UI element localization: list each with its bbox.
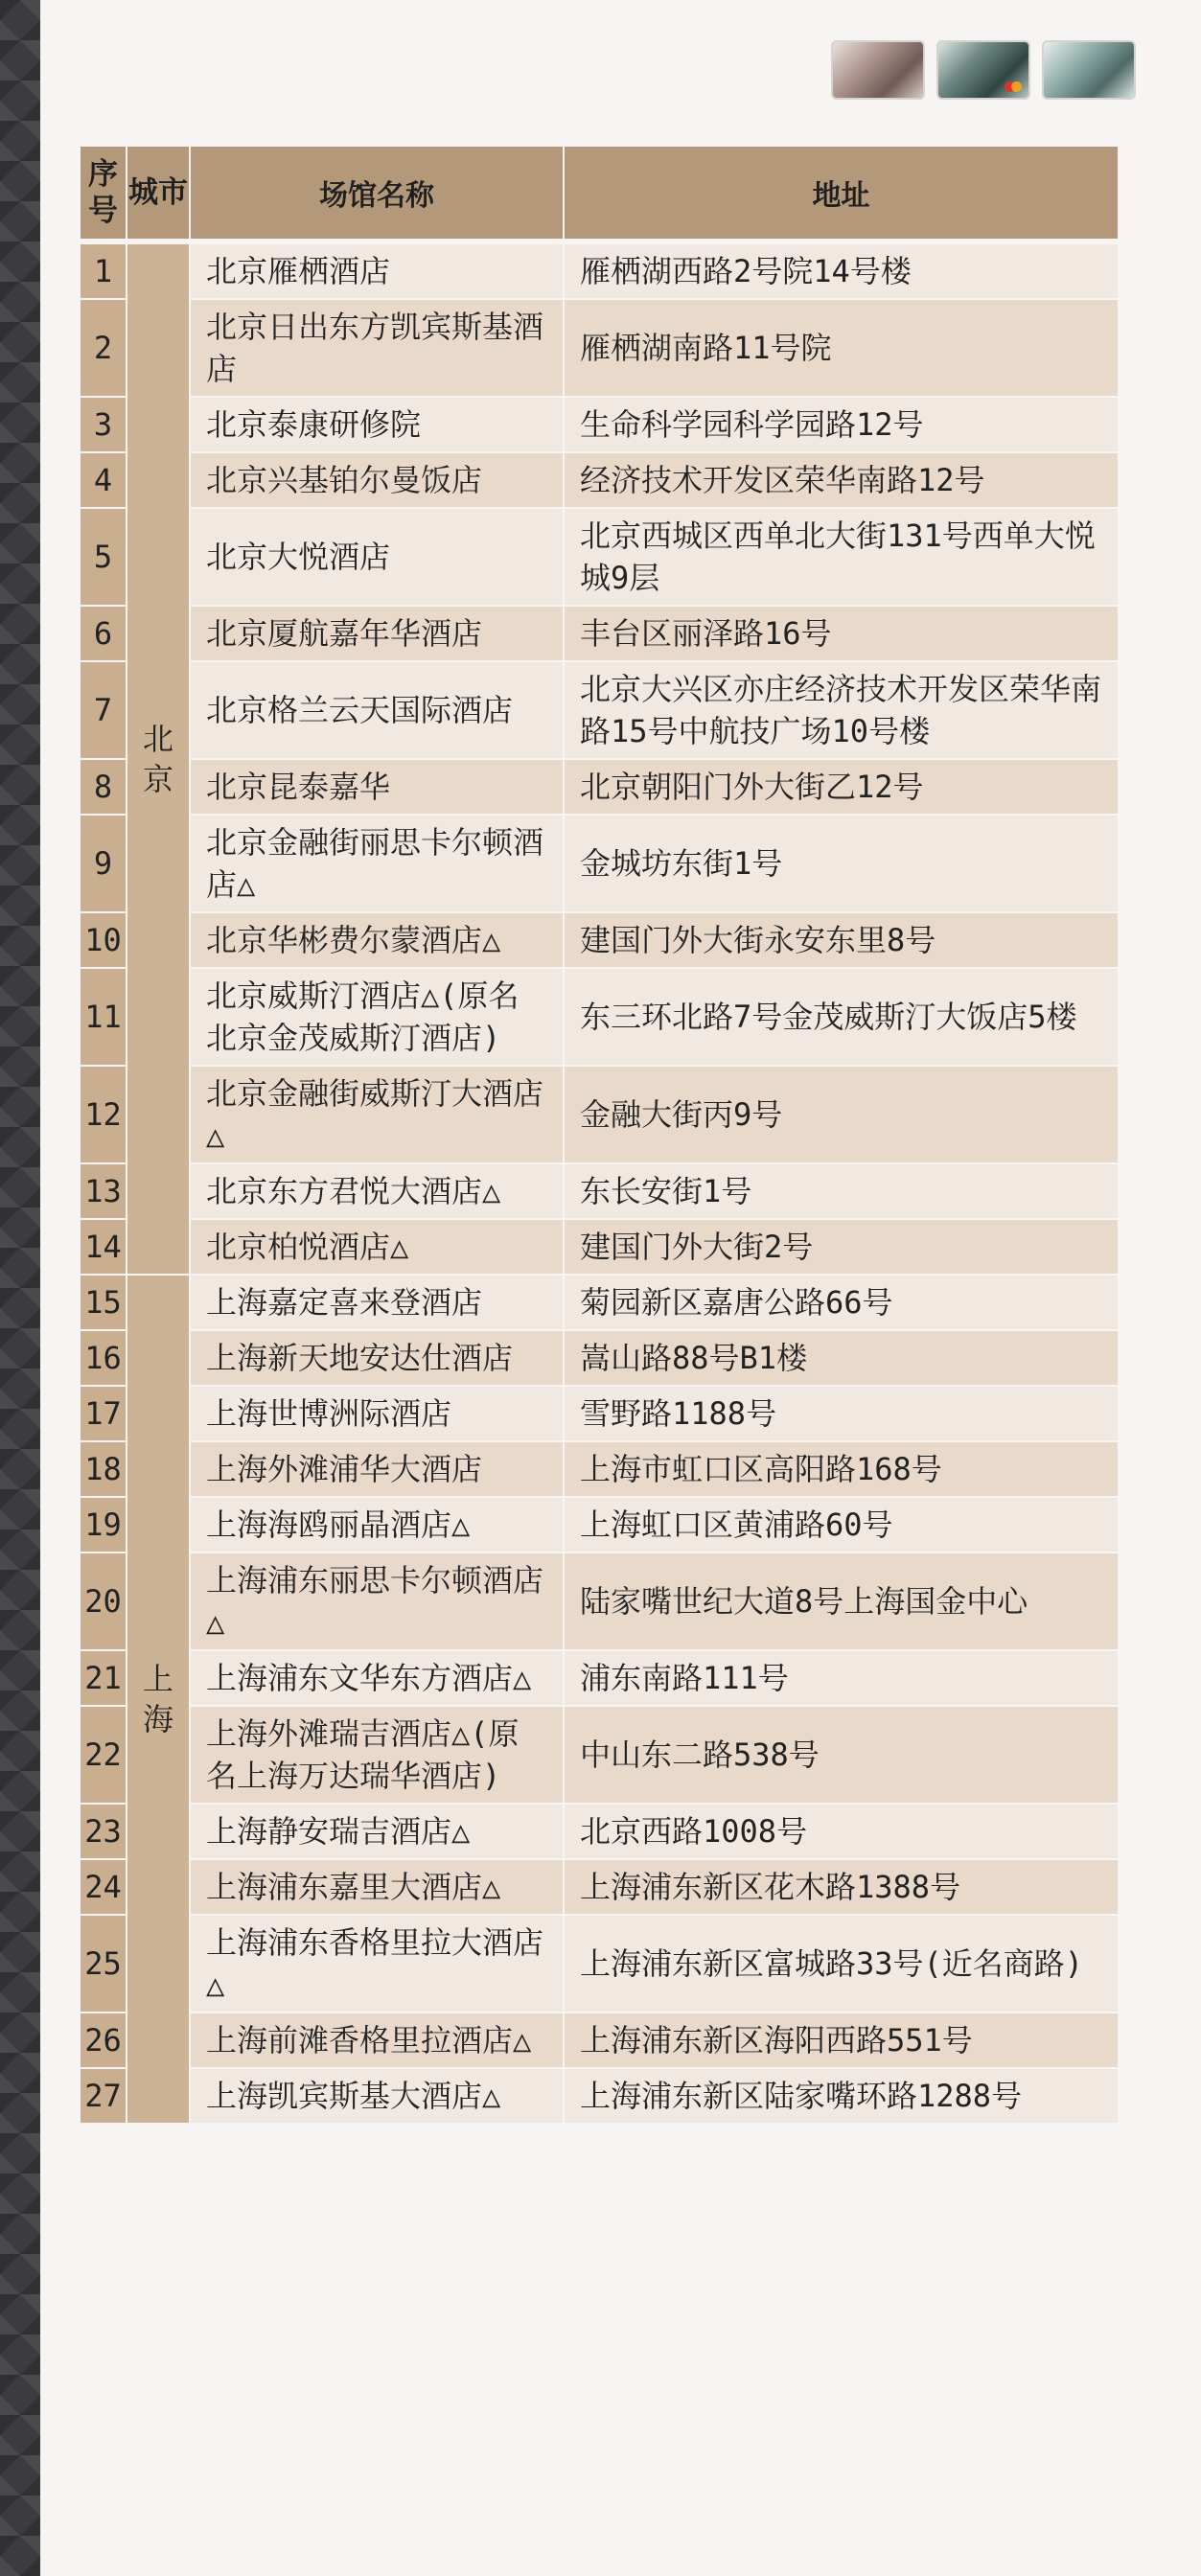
table-row	[81, 661, 1119, 759]
row-number: 7	[81, 661, 127, 759]
row-number: 5	[81, 508, 127, 606]
venue-name: 北京东方君悦大酒店△	[190, 1163, 564, 1219]
venue-address: 建国门外大街永安东里8号	[564, 912, 1119, 968]
venue-name: 北京昆泰嘉华	[190, 759, 564, 815]
row-number: 24	[81, 1859, 127, 1915]
venue-address: 雪野路1188号	[564, 1386, 1119, 1441]
venue-address: 建国门外大街2号	[564, 1219, 1119, 1275]
header-no: 序号	[81, 147, 127, 242]
venue-name: 北京格兰云天国际酒店	[190, 661, 564, 759]
table-row	[81, 1497, 1119, 1552]
venue-name: 北京柏悦酒店△	[190, 1219, 564, 1275]
venue-name: 北京兴基铂尔曼饭店	[190, 452, 564, 508]
table-row	[81, 1650, 1119, 1706]
venue-name: 上海静安瑞吉酒店△	[190, 1804, 564, 1859]
venue-address: 北京大兴区亦庄经济技术开发区荣华南路15号中航技广场10号楼	[564, 661, 1119, 759]
table-row	[81, 1163, 1119, 1219]
row-number: 11	[81, 968, 127, 1066]
table-row	[81, 1275, 1119, 1330]
table-header-row	[81, 147, 1119, 242]
venue-address: 上海浦东新区富城路33号(近名商路)	[564, 1915, 1119, 2012]
venue-name: 上海外滩浦华大酒店	[190, 1441, 564, 1497]
venue-name: 上海海鸥丽晶酒店△	[190, 1497, 564, 1552]
table-row	[81, 2012, 1119, 2068]
venue-name: 上海外滩瑞吉酒店△(原名上海万达瑞华酒店)	[190, 1706, 564, 1804]
table-row	[81, 2068, 1119, 2124]
venue-name: 北京泰康研修院	[190, 397, 564, 452]
venue-name: 北京厦航嘉年华酒店	[190, 606, 564, 661]
table-row	[81, 242, 1119, 299]
table-row	[81, 759, 1119, 815]
row-number: 12	[81, 1066, 127, 1163]
row-number: 16	[81, 1330, 127, 1386]
row-number: 22	[81, 1706, 127, 1804]
table-row	[81, 1330, 1119, 1386]
city-label: 北京	[143, 721, 174, 797]
venue-name: 上海嘉定喜来登酒店	[190, 1275, 564, 1330]
venue-name: 北京威斯汀酒店△(原名北京金茂威斯汀酒店)	[190, 968, 564, 1066]
table-row	[81, 397, 1119, 452]
row-number: 6	[81, 606, 127, 661]
venue-address: 上海浦东新区陆家嘴环路1288号	[564, 2068, 1119, 2124]
venue-name: 上海世博洲际酒店	[190, 1386, 564, 1441]
table-row	[81, 1804, 1119, 1859]
row-number: 25	[81, 1915, 127, 2012]
venue-address: 丰台区丽泽路16号	[564, 606, 1119, 661]
table-row	[81, 912, 1119, 968]
venue-address: 上海浦东新区海阳西路551号	[564, 2012, 1119, 2068]
venue-address: 上海浦东新区花木路1388号	[564, 1859, 1119, 1915]
row-number: 13	[81, 1163, 127, 1219]
table-row	[81, 1915, 1119, 2012]
venue-name: 北京金融街丽思卡尔顿酒店△	[190, 815, 564, 912]
table-row	[81, 606, 1119, 661]
venue-name: 北京日出东方凯宾斯基酒店	[190, 299, 564, 397]
venue-name: 上海浦东丽思卡尔顿酒店△	[190, 1552, 564, 1650]
venue-name: 北京华彬费尔蒙酒店△	[190, 912, 564, 968]
mastercard-logo-icon	[1005, 81, 1022, 92]
table-row	[81, 1441, 1119, 1497]
row-number: 14	[81, 1219, 127, 1275]
decorative-side-strip	[0, 0, 40, 2576]
venue-address: 菊园新区嘉唐公路66号	[564, 1275, 1119, 1330]
venue-address: 北京朝阳门外大街乙12号	[564, 759, 1119, 815]
table-row	[81, 1219, 1119, 1275]
venue-name: 上海新天地安达仕酒店	[190, 1330, 564, 1386]
row-number: 15	[81, 1275, 127, 1330]
row-number: 17	[81, 1386, 127, 1441]
card-image	[831, 40, 925, 100]
table-row	[81, 1859, 1119, 1915]
row-number: 3	[81, 397, 127, 452]
row-number: 8	[81, 759, 127, 815]
venue-address: 嵩山路88号B1楼	[564, 1330, 1119, 1386]
venue-address: 北京西城区西单北大街131号西单大悦城9层	[564, 508, 1119, 606]
venue-address: 浦东南路111号	[564, 1650, 1119, 1706]
header-city: 城市	[127, 147, 190, 242]
header-name: 场馆名称	[190, 147, 564, 242]
venue-name: 上海浦东嘉里大酒店△	[190, 1859, 564, 1915]
row-number: 21	[81, 1650, 127, 1706]
venue-address: 中山东二路538号	[564, 1706, 1119, 1804]
row-number: 20	[81, 1552, 127, 1650]
row-number: 23	[81, 1804, 127, 1859]
venue-address: 金城坊东街1号	[564, 815, 1119, 912]
city-label: 上海	[143, 1661, 174, 1737]
row-number: 9	[81, 815, 127, 912]
venue-address: 东三环北路7号金茂威斯汀大饭店5楼	[564, 968, 1119, 1066]
table-row	[81, 508, 1119, 606]
venue-name: 上海浦东文华东方酒店△	[190, 1650, 564, 1706]
venue-table	[81, 147, 1120, 2125]
venue-name: 北京雁栖酒店	[190, 242, 564, 299]
card-thumbnails	[831, 40, 1136, 100]
venue-address: 北京西路1008号	[564, 1804, 1119, 1859]
row-number: 26	[81, 2012, 127, 2068]
card-image	[1042, 40, 1136, 100]
venue-name: 北京金融街威斯汀大酒店△	[190, 1066, 564, 1163]
table-row	[81, 968, 1119, 1066]
venue-name: 上海浦东香格里拉大酒店△	[190, 1915, 564, 2012]
row-number: 4	[81, 452, 127, 508]
row-number: 19	[81, 1497, 127, 1552]
row-number: 18	[81, 1441, 127, 1497]
venue-address: 金融大街丙9号	[564, 1066, 1119, 1163]
header-address: 地址	[564, 147, 1119, 242]
venue-address: 生命科学园科学园路12号	[564, 397, 1119, 452]
row-number: 10	[81, 912, 127, 968]
row-number: 27	[81, 2068, 127, 2124]
venue-address: 雁栖湖南路11号院	[564, 299, 1119, 397]
table-row	[81, 1552, 1119, 1650]
city-cell	[127, 1275, 190, 2124]
table-row	[81, 299, 1119, 397]
table-row	[81, 1066, 1119, 1163]
table-body	[81, 242, 1119, 2124]
venue-address: 上海虹口区黄浦路60号	[564, 1497, 1119, 1552]
city-cell	[127, 242, 190, 1275]
row-number: 2	[81, 299, 127, 397]
venue-name: 北京大悦酒店	[190, 508, 564, 606]
table-row	[81, 1706, 1119, 1804]
venue-address: 雁栖湖西路2号院14号楼	[564, 242, 1119, 299]
venue-address: 陆家嘴世纪大道8号上海国金中心	[564, 1552, 1119, 1650]
venue-name: 上海前滩香格里拉酒店△	[190, 2012, 564, 2068]
card-image	[936, 40, 1030, 100]
venue-address: 上海市虹口区高阳路168号	[564, 1441, 1119, 1497]
table-row	[81, 1386, 1119, 1441]
venue-name: 上海凯宾斯基大酒店△	[190, 2068, 564, 2124]
row-number: 1	[81, 242, 127, 299]
table-row	[81, 815, 1119, 912]
table-row	[81, 452, 1119, 508]
venue-address: 东长安街1号	[564, 1163, 1119, 1219]
venue-address: 经济技术开发区荣华南路12号	[564, 452, 1119, 508]
